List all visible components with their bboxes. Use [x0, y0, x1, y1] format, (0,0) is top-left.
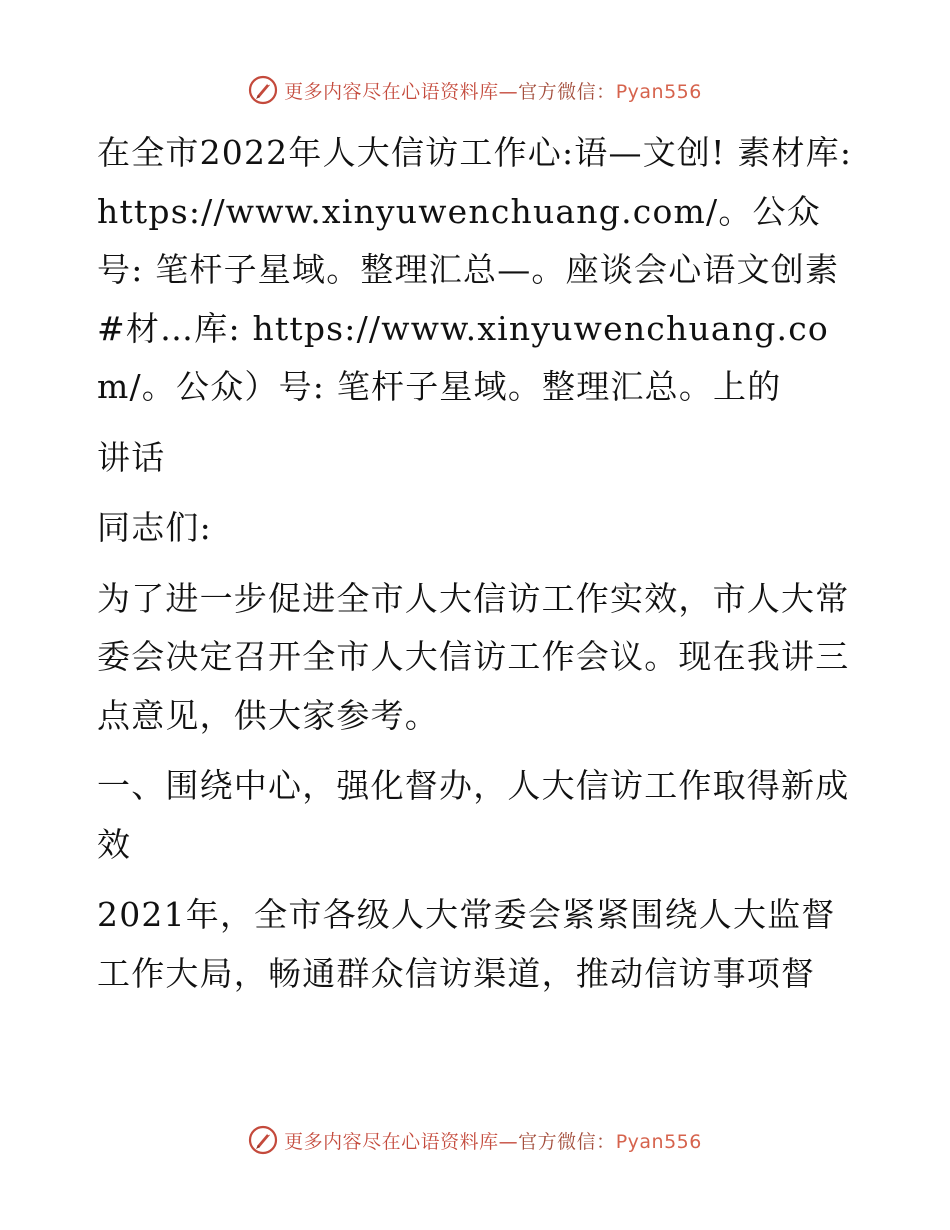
- section-1-title: 一、围绕中心，强化督办，人大信访工作取得新成效: [97, 766, 850, 864]
- banner-brand-text: 更多内容尽在心语资料库: [284, 80, 499, 103]
- banner-wechat-label: 官方微信：: [518, 1130, 616, 1153]
- quill-pen-logo-icon: [248, 1125, 278, 1155]
- greeting: 同志们:: [97, 508, 212, 547]
- document-heading: 讲话: [97, 437, 166, 477]
- paragraph-2: 2021年，全市各级人大常委会紧紧围绕人大监督工作大局，畅通群众信访渠道，推动信访事项督: [97, 895, 836, 993]
- quill-pen-logo-icon: [248, 75, 278, 105]
- banner-wechat-id: Pyan556: [615, 1130, 702, 1153]
- banner-separator: —: [498, 1130, 519, 1153]
- banner-separator: —: [498, 80, 519, 103]
- banner-wechat-label: 官方微信：: [518, 80, 616, 103]
- header-banner: [0, 72, 950, 108]
- document-body: [97, 124, 857, 1003]
- banner-wechat-id: Pyan556: [615, 80, 702, 103]
- document-title: 在全市2022年人大信访工作心:语—文创! 素材库: https://www.xinyuwenchuang.com/。公众号: 笔杆子星域。整理汇总—。座谈会心语文创素#材…库: https://www.xinyuwenchuang.com/。公众）号: 笔杆子星域。整理汇总。上的: [97, 133, 853, 406]
- banner-brand-text: 更多内容尽在心语资料库: [284, 1130, 499, 1153]
- footer-banner: [0, 1122, 950, 1158]
- paragraph-1: 为了进一步促进全市人大信访工作实效，市人大常委会决定召开全市人大信访工作会议。现在我讲三点意见，供大家参考。: [97, 578, 850, 735]
